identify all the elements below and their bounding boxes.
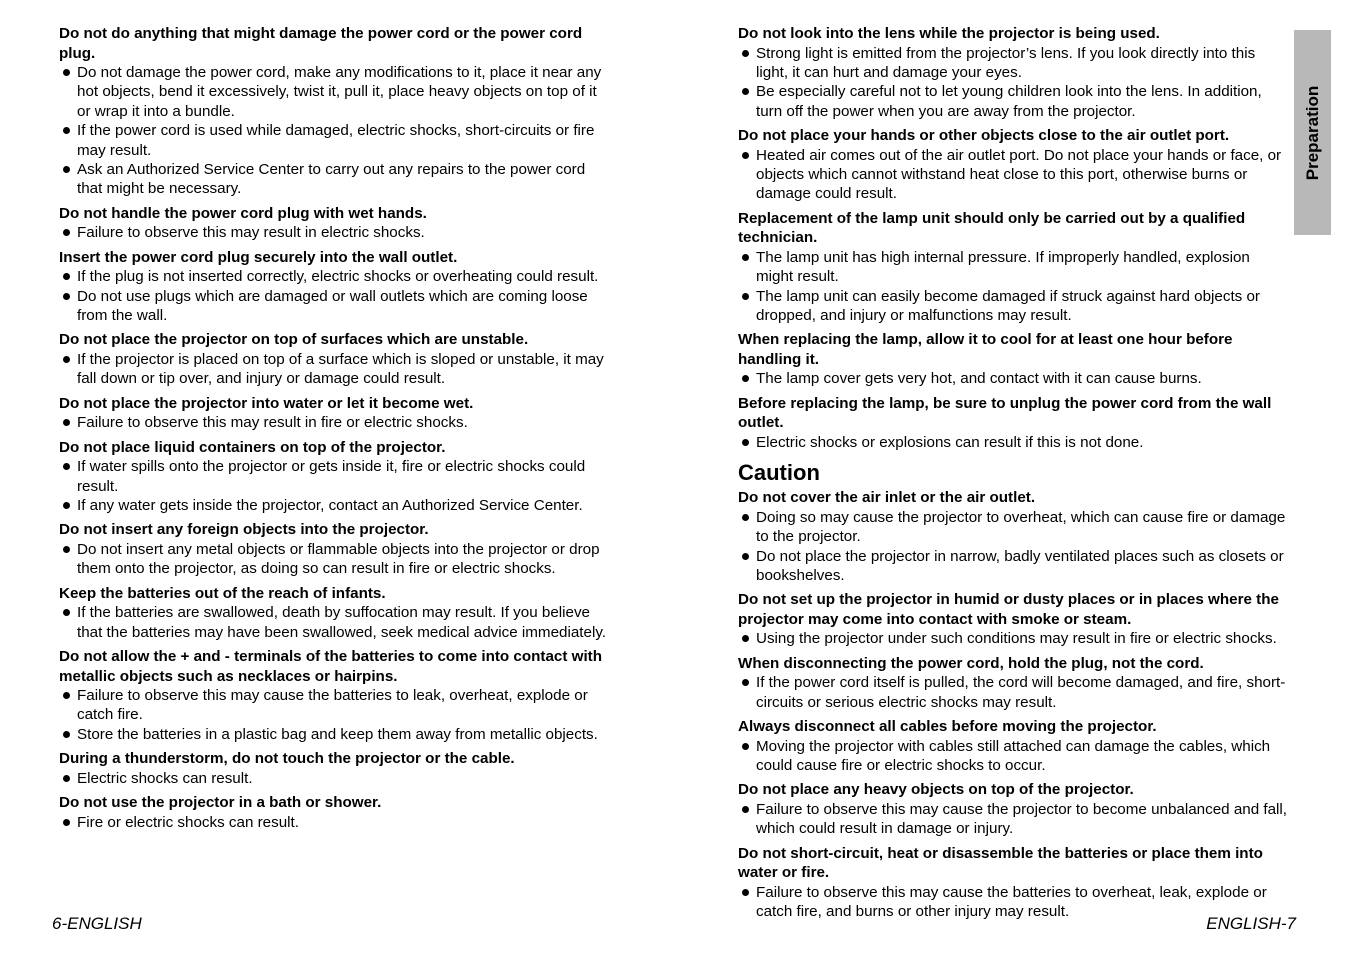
section-heading: Do not use the projector in a bath or shower. <box>59 794 382 812</box>
section-heading: Before replacing the lamp, be sure to unplug the power cord from the wall outlet. <box>738 394 1272 432</box>
bullet-item: Failure to observe this may cause the batteries to overheat, leak, explode or catch fire, and burns or other injury may result. <box>738 883 1288 922</box>
bullet-item: Strong light is emitted from the projector’s lens. If you look directly into this light, it can hurt and damage your eyes. <box>738 44 1288 83</box>
warning-section <box>59 394 611 433</box>
bullet-list <box>59 603 611 642</box>
bullet-list <box>738 508 1288 586</box>
bullet-item: Doing so may cause the projector to overheat, which can cause fire or damage to the projector. <box>738 508 1288 547</box>
bullet-item: Moving the projector with cables still attached can damage the cables, which could cause fire or electric shocks to occur. <box>738 737 1288 776</box>
bullet-item: If any water gets inside the projector, contact an Authorized Service Center. <box>59 496 611 515</box>
page-number-right: ENGLISH-7 <box>1206 914 1296 933</box>
bullet-item: If the batteries are swallowed, death by suffocation may result. If you believe that the batteries may have been swallowed, seek medical advice immediately. <box>59 603 611 642</box>
section-heading: Do not short-circuit, heat or disassemble the batteries or place them into water or fire. <box>738 844 1263 882</box>
warning-section <box>738 394 1288 452</box>
section-heading: Do not look into the lens while the projector is being used. <box>738 25 1160 42</box>
bullet-item: Failure to observe this may result in fire or electric shocks. <box>59 413 611 432</box>
warning-section <box>738 330 1288 388</box>
bullet-item: Be especially careful not to let young children look into the lens. In addition, turn off the power when you are away from the projector. <box>738 82 1288 121</box>
preparation-side-tab <box>1294 30 1331 235</box>
section-heading: Keep the batteries out of the reach of infants. <box>59 584 386 602</box>
page-number-left: 6-ENGLISH <box>52 914 142 933</box>
bullet-list <box>738 433 1288 452</box>
bullet-list <box>738 369 1288 388</box>
bullet-item: The lamp unit has high internal pressure. If improperly handled, explosion might result. <box>738 248 1288 287</box>
bullet-item: Do not use plugs which are damaged or wall outlets which are coming loose from the wall. <box>59 287 611 326</box>
bullet-list <box>738 629 1288 648</box>
bullet-item: Fire or electric shocks can result. <box>59 813 611 832</box>
warning-section <box>59 520 611 578</box>
warning-section <box>59 584 611 642</box>
bullet-item: If water spills onto the projector or gets inside it, fire or electric shocks could result. <box>59 457 611 496</box>
bullet-list <box>59 769 611 788</box>
bullet-list <box>738 146 1288 204</box>
section-heading: When replacing the lamp, allow it to cool for at least one hour before handling it. <box>738 331 1233 368</box>
section-heading: Do not allow the + and - terminals of the batteries to come into contact with metallic objects such as necklaces or hairpins. <box>59 648 603 685</box>
warning-section <box>738 780 1288 838</box>
section-heading: When disconnecting the power cord, hold the plug, not the cord. <box>738 654 1204 672</box>
bullet-list <box>738 800 1288 839</box>
bullet-list <box>59 223 611 242</box>
bullet-item: Electric shocks can result. <box>59 769 611 788</box>
side-tab-label: Preparation <box>1302 85 1322 180</box>
bullet-list <box>59 63 611 199</box>
warning-section <box>59 248 611 326</box>
bullet-item: If the projector is placed on top of a surface which is sloped or unstable, it may fall down or tip over, and injury or damage could result. <box>59 350 611 389</box>
bullet-item: If the power cord is used while damaged, electric shocks, short-circuits or fire may result. <box>59 121 611 160</box>
bullet-item: Heated air comes out of the air outlet port. Do not place your hands or face, or objects which cannot withstand heat close to this port, otherwise burns or damage could result. <box>738 146 1288 204</box>
caution-title: Caution <box>738 460 820 486</box>
bullet-item: Ask an Authorized Service Center to carry out any repairs to the power cord that might be necessary. <box>59 160 611 199</box>
bullet-item: Failure to observe this may cause the batteries to leak, overheat, explode or catch fire. <box>59 686 611 725</box>
section-heading: Do not cover the air inlet or the air outlet. <box>738 489 1036 507</box>
caution-section <box>738 488 1288 921</box>
section-heading: Always disconnect all cables before moving the projector. <box>738 718 1157 736</box>
bullet-item: Using the projector under such conditions may result in fire or electric shocks. <box>738 629 1288 648</box>
bullet-list <box>59 267 611 325</box>
warning-section <box>738 717 1288 775</box>
section-heading: Do not do anything that might damage the power cord or the power cord plug. <box>59 25 583 62</box>
bullet-list <box>738 737 1288 776</box>
warning-section <box>59 647 611 744</box>
warning-section <box>59 204 611 243</box>
bullet-item: If the power cord itself is pulled, the cord will become damaged, and fire, short-circuits or serious electric shocks may result. <box>738 673 1288 712</box>
bullet-list <box>59 457 611 515</box>
bullet-item: Do not place the projector in narrow, badly ventilated places such as closets or bookshelves. <box>738 547 1288 586</box>
bullet-item: If the plug is not inserted correctly, electric shocks or overheating could result. <box>59 267 611 286</box>
bullet-list <box>738 44 1288 122</box>
section-heading: Do not place liquid containers on top of the projector. <box>59 438 446 456</box>
bullet-list <box>59 540 611 579</box>
warning-section <box>59 438 611 516</box>
warning-section <box>738 209 1288 326</box>
warning-section <box>738 654 1288 712</box>
warning-section <box>738 24 1288 121</box>
bullet-item: Store the batteries in a plastic bag and keep them away from metallic objects. <box>59 725 611 744</box>
section-heading: Insert the power cord plug securely into the wall outlet. <box>59 248 458 266</box>
section-heading: Do not place your hands or other objects close to the air outlet port. <box>738 127 1230 145</box>
warning-section <box>59 749 611 788</box>
bullet-list <box>59 350 611 389</box>
section-heading: Do not insert any foreign objects into the projector. <box>59 521 429 539</box>
warning-section <box>738 488 1288 585</box>
bullet-item: Electric shocks or explosions can result if this is not done. <box>738 433 1288 452</box>
warning-section <box>738 126 1288 204</box>
right-column <box>738 24 1288 927</box>
bullet-list <box>738 673 1288 712</box>
section-heading: Replacement of the lamp unit should only be carried out by a qualified technician. <box>738 209 1246 247</box>
left-column <box>59 24 611 837</box>
right-warnings <box>738 24 1288 452</box>
warning-section <box>738 590 1288 648</box>
bullet-list <box>738 248 1288 326</box>
section-heading: Do not place the projector into water or let it become wet. <box>59 394 474 412</box>
bullet-item: The lamp unit can easily become damaged if struck against hard objects or dropped, and injury or malfunctions may result. <box>738 287 1288 326</box>
warning-section <box>738 844 1288 922</box>
bullet-item: Failure to observe this may result in electric shocks. <box>59 223 611 242</box>
section-heading: Do not place the projector on top of surfaces which are unstable. <box>59 331 529 349</box>
warning-section <box>59 24 611 199</box>
bullet-item: Do not damage the power cord, make any modifications to it, place it near any hot objects, bend it excessively, twist it, pull it, place heavy objects on top of it or wrap it into a bundle. <box>59 63 611 121</box>
bullet-list <box>59 686 611 744</box>
bullet-item: The lamp cover gets very hot, and contact with it can cause burns. <box>738 369 1288 388</box>
bullet-list <box>59 813 611 832</box>
bullet-item: Do not insert any metal objects or flammable objects into the projector or drop them onto the projector, as doing so can result in fire or electric shocks. <box>59 540 611 579</box>
warning-section <box>59 330 611 388</box>
section-heading: Do not set up the projector in humid or dusty places or in places where the projector may come into contact with smoke or steam. <box>738 591 1279 628</box>
section-heading: Do not handle the power cord plug with wet hands. <box>59 204 427 222</box>
section-heading: During a thunderstorm, do not touch the projector or the cable. <box>59 750 515 768</box>
bullet-list <box>59 413 611 432</box>
warning-section <box>59 793 611 832</box>
section-heading: Do not place any heavy objects on top of the projector. <box>738 781 1134 799</box>
bullet-item: Failure to observe this may cause the projector to become unbalanced and fall, which could result in damage or injury. <box>738 800 1288 839</box>
